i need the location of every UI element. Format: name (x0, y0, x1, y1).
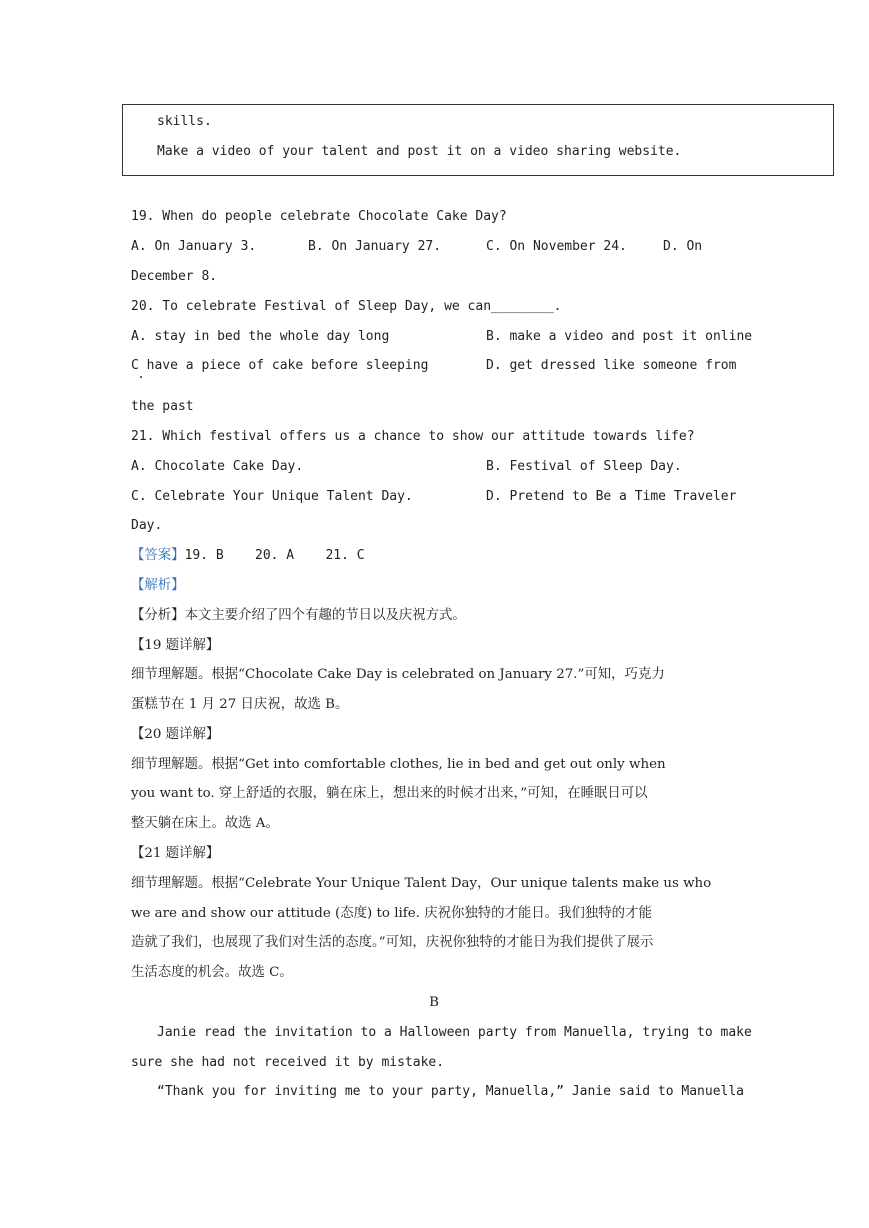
q19-option-b: B. On January 27. (308, 239, 442, 254)
q20-option-d-cont: the past (131, 399, 194, 414)
q19-option-d-cont: December 8. (131, 269, 218, 284)
detail-20-line-1: 细节理解题。根据“Get into comfortable clothes, lie in bed and get out only when (131, 757, 666, 772)
detail-21-line-2: we are and show our attitude (态度) to life. 庆祝你独特的才能日。我们独特的才能 (131, 906, 652, 921)
q21-option-a: A. Chocolate Cake Day. (131, 459, 304, 474)
q19-option-a: A. On January 3. (131, 239, 257, 254)
detail-21-title: 【21 题详解】 (131, 846, 220, 861)
q20-stem: 20. To celebrate Festival of Sleep Day, we can________. (131, 299, 562, 314)
passage-box (122, 104, 834, 176)
q21-option-d: D. Pretend to Be a Time Traveler (486, 489, 737, 504)
analysis-label: 【解析】 (131, 578, 185, 593)
detail-20-line-3: 整天躺在床上。故选 A。 (131, 816, 279, 831)
detail-21-line-1: 细节理解题。根据“Celebrate Your Unique Talent Day，Our unique talents make us who (131, 876, 712, 891)
answer-line (131, 547, 365, 565)
q21-option-b: B. Festival of Sleep Day. (486, 459, 682, 474)
section-b-para2-line1: “Thank you for inviting me to your party, Manuella,” Janie said to Manuella (157, 1084, 744, 1099)
q19-option-d: D. On (663, 239, 703, 254)
q20-option-a: A. stay in bed the whole day long (131, 329, 390, 344)
detail-19-line-1: 细节理解题。根据“Chocolate Cake Day is celebrated on January 27.”可知，巧克力 (131, 667, 665, 682)
detail-20-title: 【20 题详解】 (131, 727, 220, 742)
detail-21-line-3: 造就了我们，也展现了我们对生活的态度。”可知，庆祝你独特的才能日为我们提供了展示 (131, 935, 654, 950)
section-b-para1-line2: sure she had not received it by mistake. (131, 1055, 445, 1070)
q21-option-c: C. Celebrate Your Unique Talent Day. (131, 489, 413, 504)
summary-label: 【分析】 (131, 608, 185, 623)
q20-option-b: B. make a video and post it online (486, 329, 753, 344)
section-b-heading: B (429, 995, 439, 1010)
q21-option-d-cont: Day. (131, 518, 163, 533)
detail-20-line-2: you want to. 穿上舒适的衣服，躺在床上，想出来的时候才出来，”可知，在睡眠日可以 (131, 786, 648, 801)
detail-21-line-4: 生活态度的机会。故选 C。 (131, 965, 293, 980)
answer-label: 【答案】 (131, 548, 185, 563)
summary-line (131, 607, 466, 625)
detail-19-title: 【19 题详解】 (131, 638, 220, 653)
q21-stem: 21. Which festival offers us a chance to show our attitude towards life? (131, 429, 695, 444)
section-b-para1-line1: Janie read the invitation to a Halloween party from Manuella, trying to make (157, 1025, 752, 1040)
answer-text: 19. B 20. A 21. C (184, 548, 365, 563)
box-line-2: Make a video of your talent and post it on a video sharing website. (157, 144, 682, 159)
summary-text: 本文主要介绍了四个有趣的节日以及庆祝方式。 (184, 608, 466, 623)
box-line-1: skills. (157, 114, 212, 129)
q19-stem: 19. When do people celebrate Chocolate Cake Day? (131, 209, 507, 224)
q20-option-d: D. get dressed like someone from (486, 358, 737, 373)
detail-19-line-2: 蛋糕节在 1 月 27 日庆祝，故选 B。 (131, 697, 349, 712)
stray-dot (140, 376, 142, 378)
q20-option-c: C have a piece of cake before sleeping (131, 358, 429, 373)
q19-option-c: C. On November 24. (486, 239, 627, 254)
